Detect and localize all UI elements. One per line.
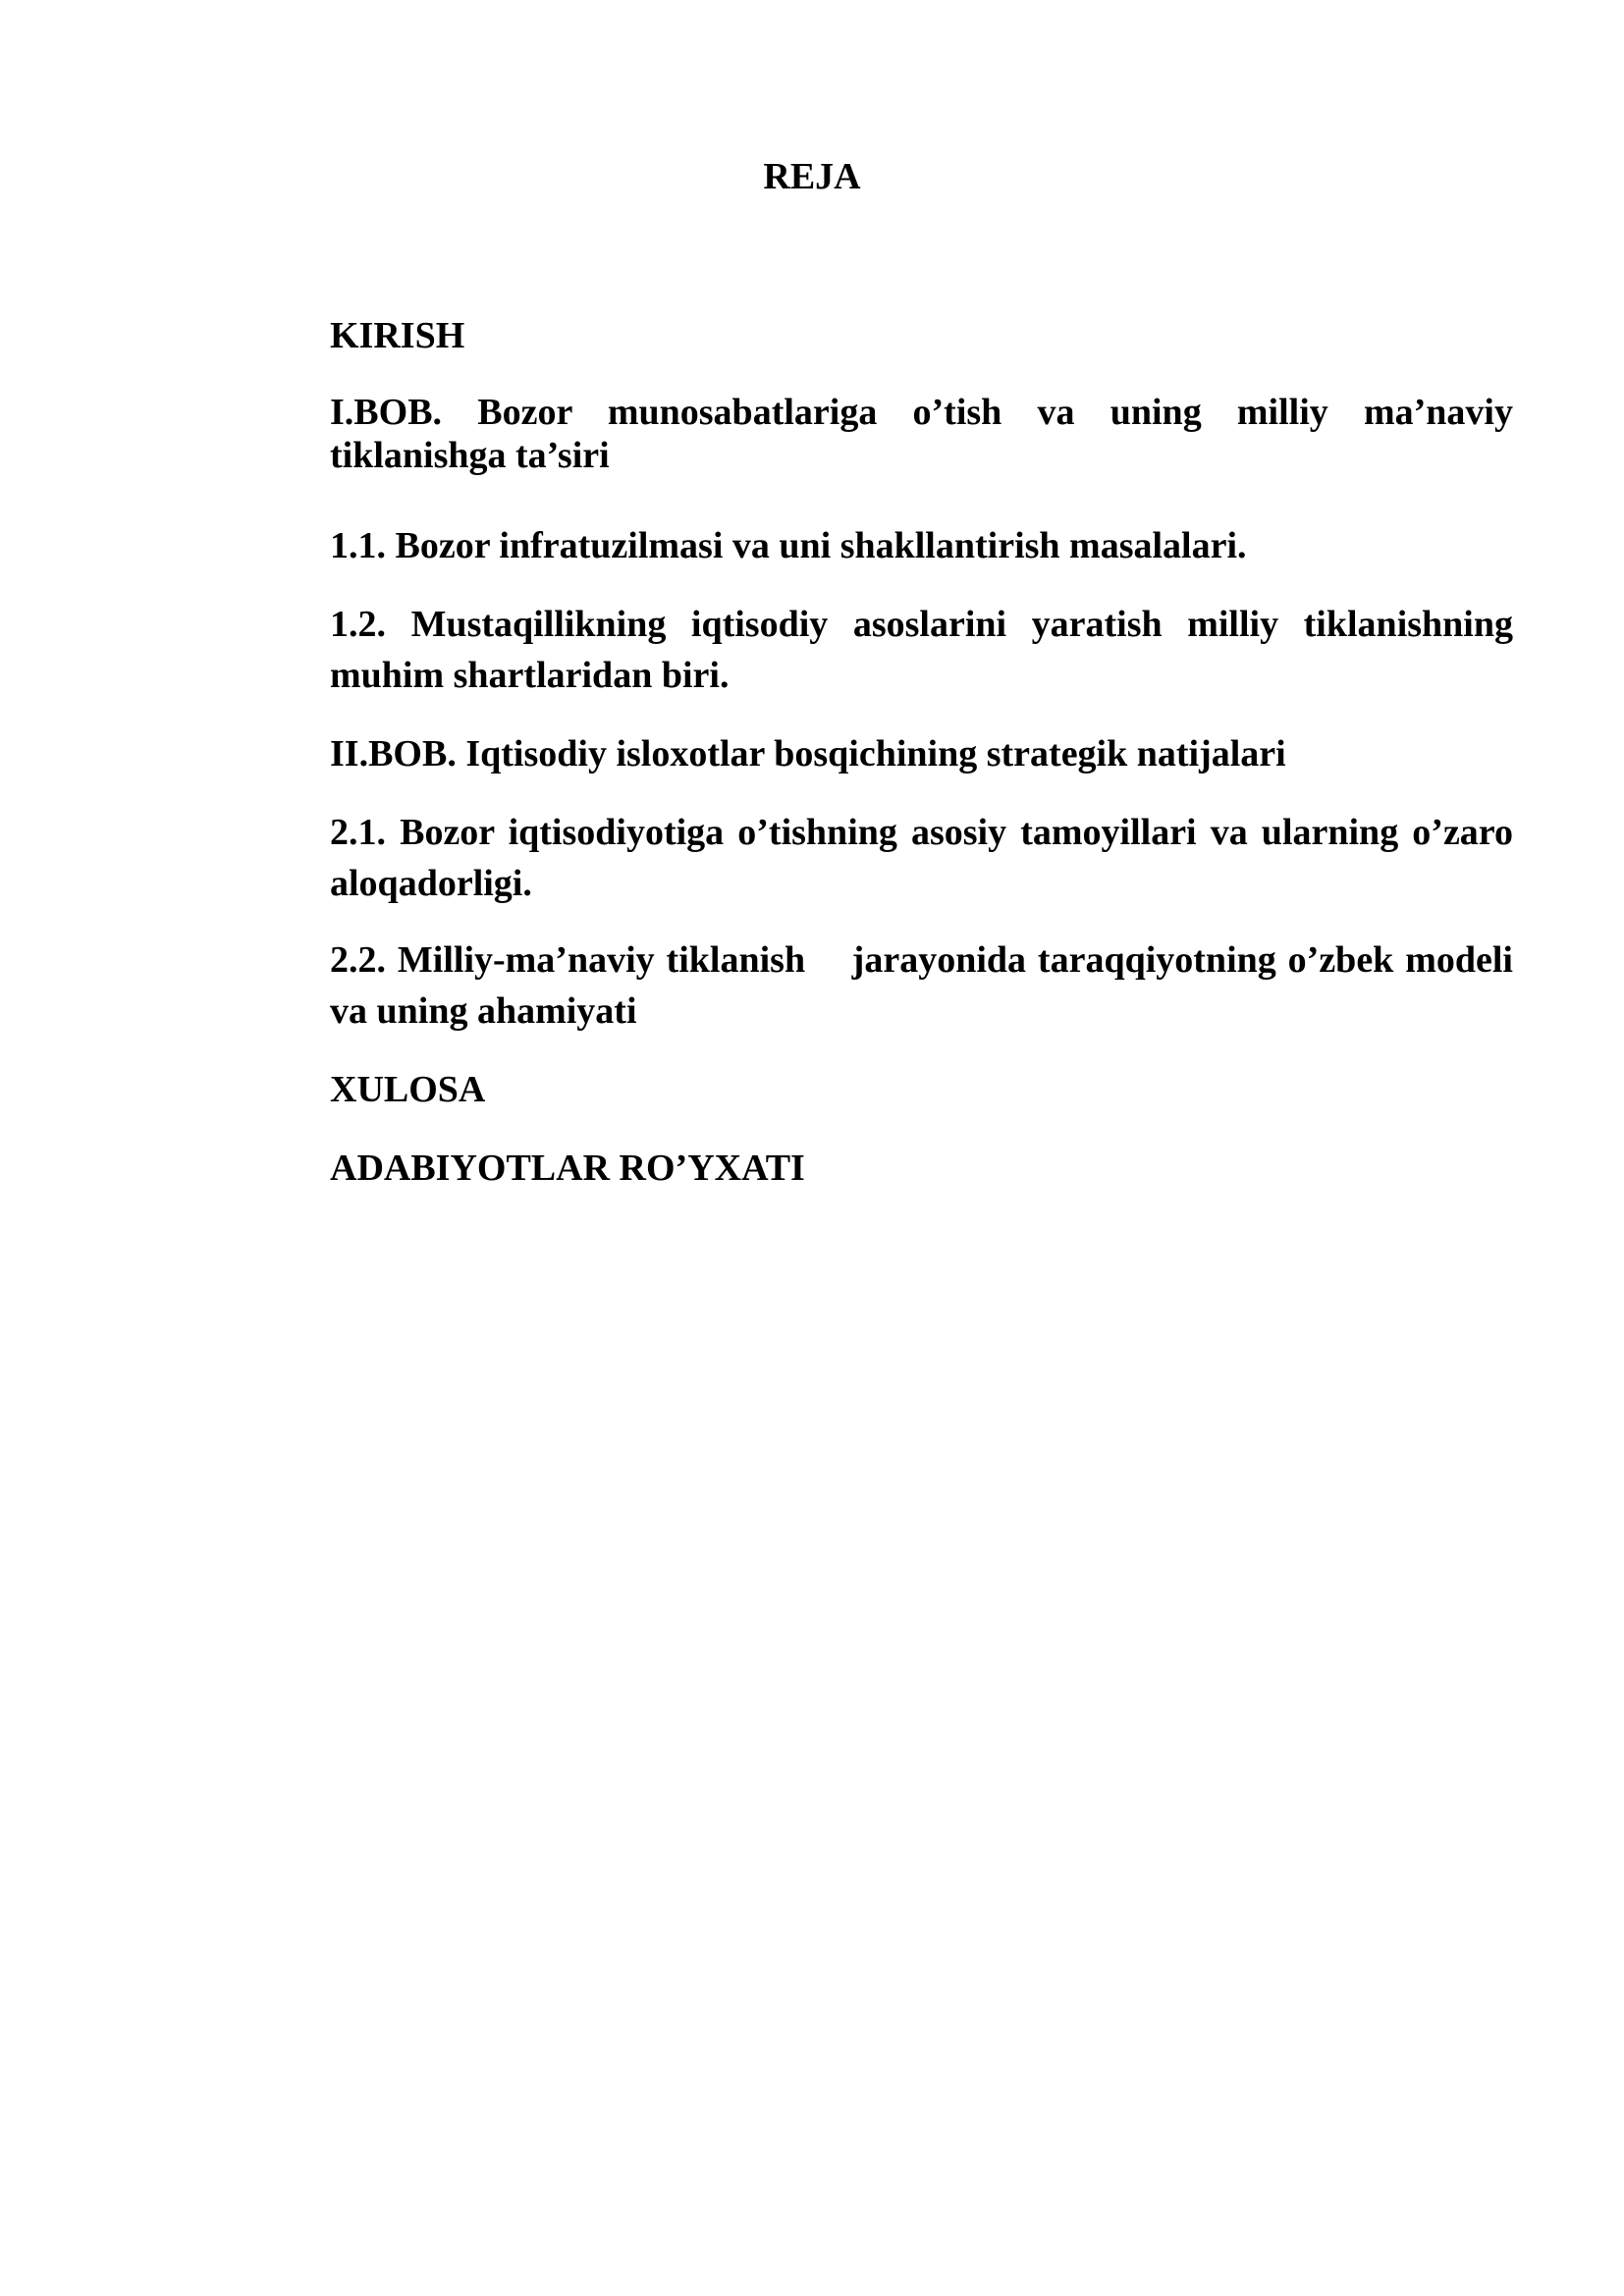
toc-item-chapter-2: II.BOB. Iqtisodiy isloxotlar bosqichining strategik natijalari — [330, 733, 1286, 774]
toc-item-adabiyotlar: ADABIYOTLAR RO’YXATI — [330, 1148, 805, 1189]
toc-item-section-1-1: 1.1. Bozor infratuzilmasi va uni shakllantirish masalalari. — [330, 525, 1247, 566]
toc-item-section-2-2: 2.2. Milliy-ma’naviy tiklanish jarayonida taraqqiyotning o’zbek modeli va uning ahamiyati — [330, 939, 1523, 1032]
toc-item-chapter-1: I.BOB. Bozor munosabatlariga o’tish va uning milliy ma’naviy tiklanishga ta’siri — [330, 392, 1513, 476]
toc-item-xulosa: XULOSA — [330, 1069, 486, 1110]
toc-item-section-2-1: 2.1. Bozor iqtisodiyotiga o’tishning asosiy tamoyillari va ularning o’zaro aloqadorligi. — [330, 812, 1513, 904]
toc-item-section-1-2: 1.2. Mustaqillikning iqtisodiy asoslarini yaratish milliy tiklanishning muhim shartlaridan biri. — [330, 604, 1513, 696]
toc-item-kirish: KIRISH — [330, 315, 465, 356]
document-title: REJA — [763, 156, 861, 197]
